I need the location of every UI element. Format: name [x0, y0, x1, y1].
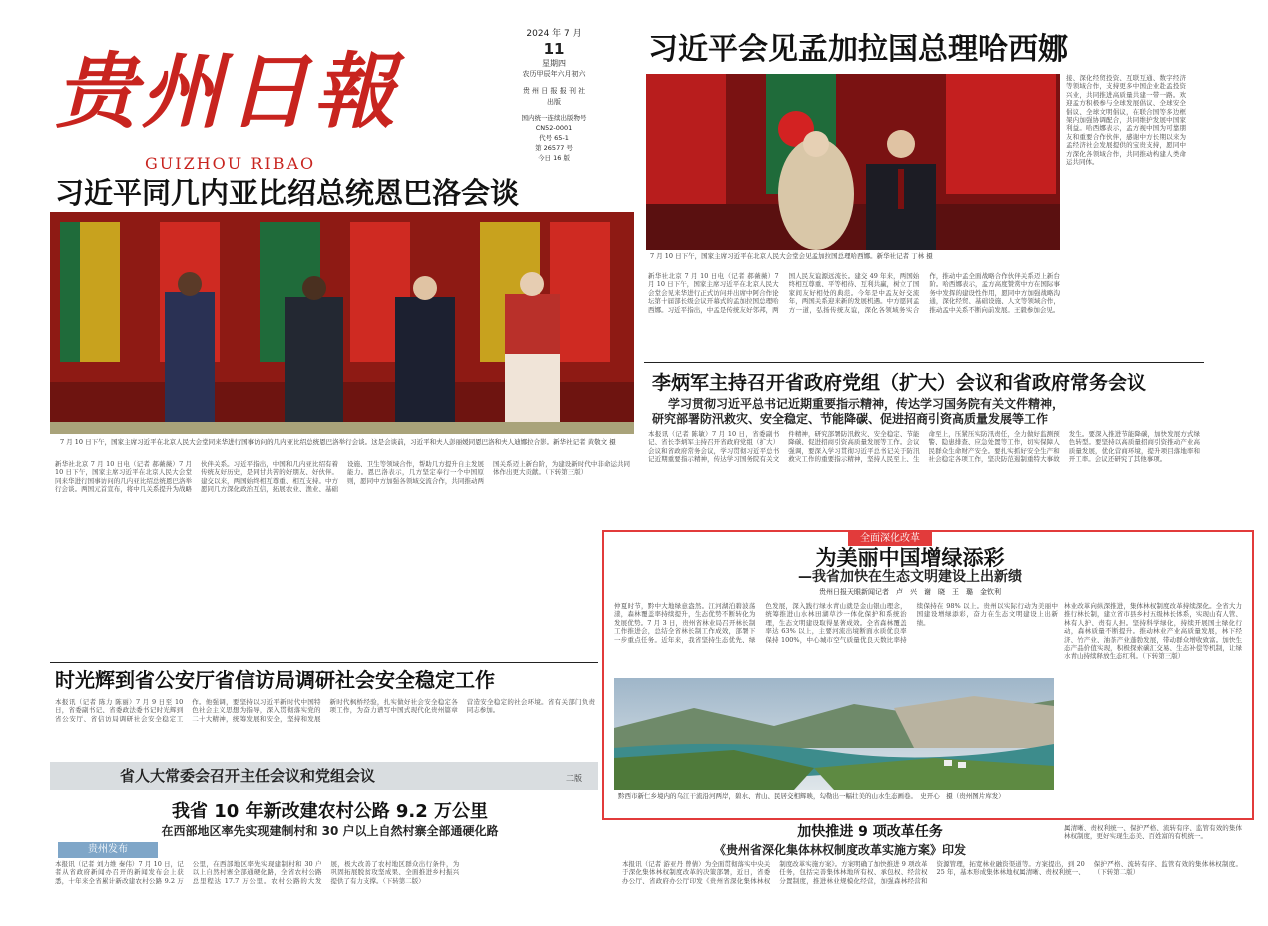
issue-cn-code: 国内统一连续出版物号	[521, 114, 587, 122]
guinea-bissau-photo-image	[50, 212, 634, 434]
wujiang-river-photo-image	[614, 678, 1054, 790]
feature-body: 仲夏时节，黔中大地绿意盎然。江河湖泊碧波荡漾，森林覆盖率持续提升，生态优势不断转化为发展优势。7 月 3 日，贵州省林业局召开林长制工作推进会，总结全省林长制工作成效，部署下一步重点任务。近年来，我省坚持生态优先、绿色发展，深入践行绿水青山就是金山银山理念，统筹推进山水林田湖草沙一体化保护和系统治理，生态文明建设取得显著成效。全省森林覆盖率达 63% 以上，主要河流出境断面水质优良率保持 100%，中心城市空气质量优良天数比率持续保持在 98% 以上。贵州以实际行动为美丽中国建设增绿添彩，奋力在生态文明建设上出新绩。	[614, 602, 1058, 644]
guinea-bissau-photo-caption: 7 月 10 日下午，国家主席习近平在北京人民大会堂同来华进行国事访问的几内亚比绍总统恩巴洛举行会谈。这是会谈前，习近平和夫人彭丽媛同恩巴洛和夫人迪娜拉合影。新华社记者 黄敬文 摄	[60, 438, 616, 446]
middle-right-subline-1: 学习贯彻习近平总书记近期重要指示精神，传达学习国务院有关文件精神，	[668, 397, 1065, 411]
middle-right-subline-2: 研究部署防汛救灾、安全稳定、节能降碳、促进招商引资高质量发展等工作	[652, 412, 1049, 426]
wujiang-river-photo	[614, 678, 1054, 790]
issue-post-code: 代号 65-1	[539, 134, 569, 142]
left-top-body: 新华社北京 7 月 10 日电（记者 郝薇薇）7 月 10 日下午，国家主席习近平在北京人民大会堂同来华进行国事访问的几内亚比绍总统恩巴洛举行会谈。两国元首宣布，将中几关系提升为战略伙伴关系。习近平指出，中国和几内亚比绍有着传统友好历史，是同甘共苦的好朋友、好伙伴。建交以来，两国始终相互尊重、相互支持。中方愿同几方深化政治互信，拓展农业、渔业、基础设施、卫生等领域合作，帮助几方提升自主发展能力。恩巴洛表示，几方坚定奉行一个中国原则，愿同中方加强各领域交流合作，共同推动两国关系迈上新台阶，为建设新时代中非命运共同体作出更大贡献。（下转第三版）	[55, 460, 630, 494]
issue-publisher: 贵 州 日 报 报 刊 社	[522, 87, 586, 95]
divider-middle-right	[644, 362, 1204, 363]
npc-banner[interactable]	[50, 762, 598, 790]
left-middle-body: 本报讯（记者 陈力 陈丽）7 月 9 日至 10 日，省委副书记、省委政法委书记时光辉到省公安厅、省信访局调研社会安全稳定工作。他强调，要坚持以习近平新时代中国特色社会主义思想为指导，深入贯彻落实党的二十大精神，统筹发展和安全，坚持和发展新时代枫桥经验，扎实做好社会安全稳定各项工作，为奋力谱写中国式现代化贵州篇章营造安全稳定的社会环境。省有关部门负责同志参加。	[55, 698, 595, 723]
feature-right-body: 林业改革向纵深推进，集体林权制度改革持续深化。全省大力推行林长制，建立省市县乡村五级林长体系，实现山有人管、林有人护、责有人担。坚持科学绿化，持续开展国土绿化行动，森林质量不断提升。推动林业产业高质量发展，林下经济、竹产业、油茶产业蓬勃发展，带动群众增收致富。加快生态产品价值实现，积极探索碳汇交易、生态补偿等机制，让绿水青山持续释放生态红利。（下转第三版）	[1064, 602, 1242, 661]
issue-info	[498, 28, 610, 188]
divider-left-middle	[50, 662, 598, 663]
issue-publisher-sub: 出版	[547, 98, 561, 106]
guizhou-release-tag: 贵州发布	[58, 842, 158, 858]
bottom-left-subline: 在西部地区率先实现建制村和 30 户以上自然村寨全部通硬化路	[161, 824, 499, 838]
npc-banner-text: 省人大常委会召开主任会议和党组会议	[120, 767, 376, 785]
issue-number: 第 26577 号	[535, 144, 573, 152]
issue-weekday: 星期四	[542, 59, 566, 68]
issue-pages: 今日 16 版	[538, 154, 570, 162]
middle-right-headline: 李炳军主持召开省政府党组（扩大）会议和省政府常务会议	[652, 372, 1147, 394]
hasina-photo-image	[646, 74, 1060, 250]
bottom-right-headline: 加快推进 9 项改革任务	[797, 824, 943, 840]
hasina-photo	[646, 74, 1060, 250]
middle-right-body: 本报讯（记者 陈敏）7 月 10 日，省委副书记、省长李炳军主持召开省政府党组（扩大）会议和省政府常务会议，学习贯彻习近平总书记近期重要指示精神，传达学习国务院有关文件精神，研究部署防汛救灾、安全稳定、节能降碳、促进招商引资高质量发展等工作。会议强调，要深入学习贯彻习近平总书记关于防汛救灾工作的重要指示精神，坚持人民至上、生命至上，压紧压实防汛责任，全力做好监测预警、隐患排查、应急处置等工作，切实保障人民群众生命财产安全。要扎实抓好安全生产和社会稳定各项工作，坚决防范遏制重特大事故发生。要深入推进节能降碳，加快发展方式绿色转型。要坚持以高质量招商引资推动产业高质量发展，优化营商环境，提升项目落地率和开工率。会议还研究了其他事项。	[648, 430, 1200, 464]
right-col-top-text: 接、深化经贸投资、互联互通、数字经济等领域合作，支持更多中国企业赴孟投资兴业，共同推进高质量共建一带一路。欢迎孟方积极参与全球发展倡议、全球安全倡议、全球文明倡议，在联合国等多边框架内加强协调配合，共同维护发展中国家利益。哈西娜表示，孟方视中国为可靠朋友和重要合作伙伴，感谢中方长期以来为孟经济社会发展提供的宝贵支持，愿同中方深化各领域合作，共同推动构建人类命运共同体。	[1066, 74, 1186, 167]
bottom-left-headline: 我省 10 年新改建农村公路 9.2 万公里	[171, 801, 488, 822]
bottom-right-top-text: 属清晰、责权利统一、保护严格、流转有序、监管有效的集体林权制度，更好实现生态美、百姓富的有机统一。	[1064, 824, 1242, 841]
feature-byline: 贵州日报天眼新闻记者 卢 兴 谢 晓 王 璐 金钦利	[819, 588, 1001, 596]
issue-day: 11	[543, 40, 565, 58]
feature-headline: 为美丽中国增绿添彩	[815, 546, 1005, 570]
hasina-photo-caption: 7 月 10 日下午，国家主席习近平在北京人民大会堂会见孟加拉国总理哈西娜。新华社记者 丁林 摄	[650, 252, 933, 260]
bottom-right-body: 本报讯（记者 游亚丹 曾倩）为全面贯彻落实中央关于深化集体林权制度改革的决策部署，近日，省委办公厅、省政府办公厅印发《贵州省深化集体林权制度改革实施方案》。方案明确了加快推进 9 项改革任务，包括完善集体林地所有权、承包权、经营权分置制度，推进林业规模化经营，加强森林经营和资源管理，拓宽林业融资渠道等。方案提出，到 2025 年，基本形成集体林地权属清晰、责权利统一、保护严格、流转有序、监管有效的集体林权制度。（下转第二版）	[622, 860, 1242, 885]
masthead-pinyin: GUIZHOU RIBAO	[145, 154, 316, 173]
feature-subline: —我省加快在生态文明建设上出新绩	[798, 569, 1022, 585]
top-right-headline: 习近平会见孟加拉国总理哈西娜	[648, 32, 1068, 67]
wujiang-photo-caption: 黔西市新仁乡境内的乌江干流沿河两岸，碧水、青山、民居交相辉映，勾勒出一幅壮美的山水生态画卷。 史开心 摄（贵州图片库发）	[618, 792, 1005, 800]
guinea-bissau-photo	[50, 212, 634, 434]
bottom-right-subline: 《贵州省深化集体林权制度改革实施方案》印发	[713, 843, 966, 857]
issue-date-line: 2024 年 7 月	[526, 29, 582, 39]
bottom-left-body: 本报讯（记者 刘力维 秦伟）7 月 10 日，记者从省政府新闻办召开的新闻发布会上获悉，十年来全省累计新改建农村公路 9.2 万公里，在西部地区率先实现建制村和 30 户以上自然村寨全部通硬化路，全省农村公路总里程达 17.7 万公里。农村公路的大发展，极大改善了农村地区群众出行条件，为巩固拓展脱贫攻坚成果、全面推进乡村振兴提供了有力支撑。（下转第二版）	[55, 860, 460, 885]
masthead-title: 贵州日報	[55, 44, 399, 140]
issue-lunar: 农历甲辰年六月初六	[522, 70, 586, 78]
npc-banner-ref: 二版	[566, 774, 582, 783]
masthead	[55, 20, 495, 180]
issue-cn-num: CN52-0001	[535, 124, 573, 132]
feature-kicker: 全面深化改革	[848, 532, 932, 546]
top-right-body: 新华社北京 7 月 10 日电（记者 郝薇薇）7 月 10 日下午，国家主席习近平在北京人民大会堂会见来华进行正式访问并出席中阿合作论坛第十届部长级会议开幕式的孟加拉国总理哈西娜。习近平指出，中孟是传统友好邻邦，两国人民友谊源远流长。建交 49 年来，两国始终相互尊重、平等相待、互利共赢，树立了国家间友好相处的典范。今年是中孟友好交流年，两国关系迎来新的发展机遇。中方愿同孟方一道，弘扬传统友谊，深化各领域务实合作，推动中孟全面战略合作伙伴关系迈上新台阶。哈西娜表示，孟方高度赞赏中方在国际事务中发挥的建设性作用，愿同中方加强战略沟通，深化经贸、基础设施、人文等领域合作，推动孟中关系不断向前发展。王毅参加会见。	[648, 272, 1060, 314]
left-top-headline: 习近平同几内亚比绍总统恩巴洛会谈	[55, 176, 520, 210]
left-middle-headline: 时光辉到省公安厅省信访局调研社会安全稳定工作	[55, 668, 495, 692]
